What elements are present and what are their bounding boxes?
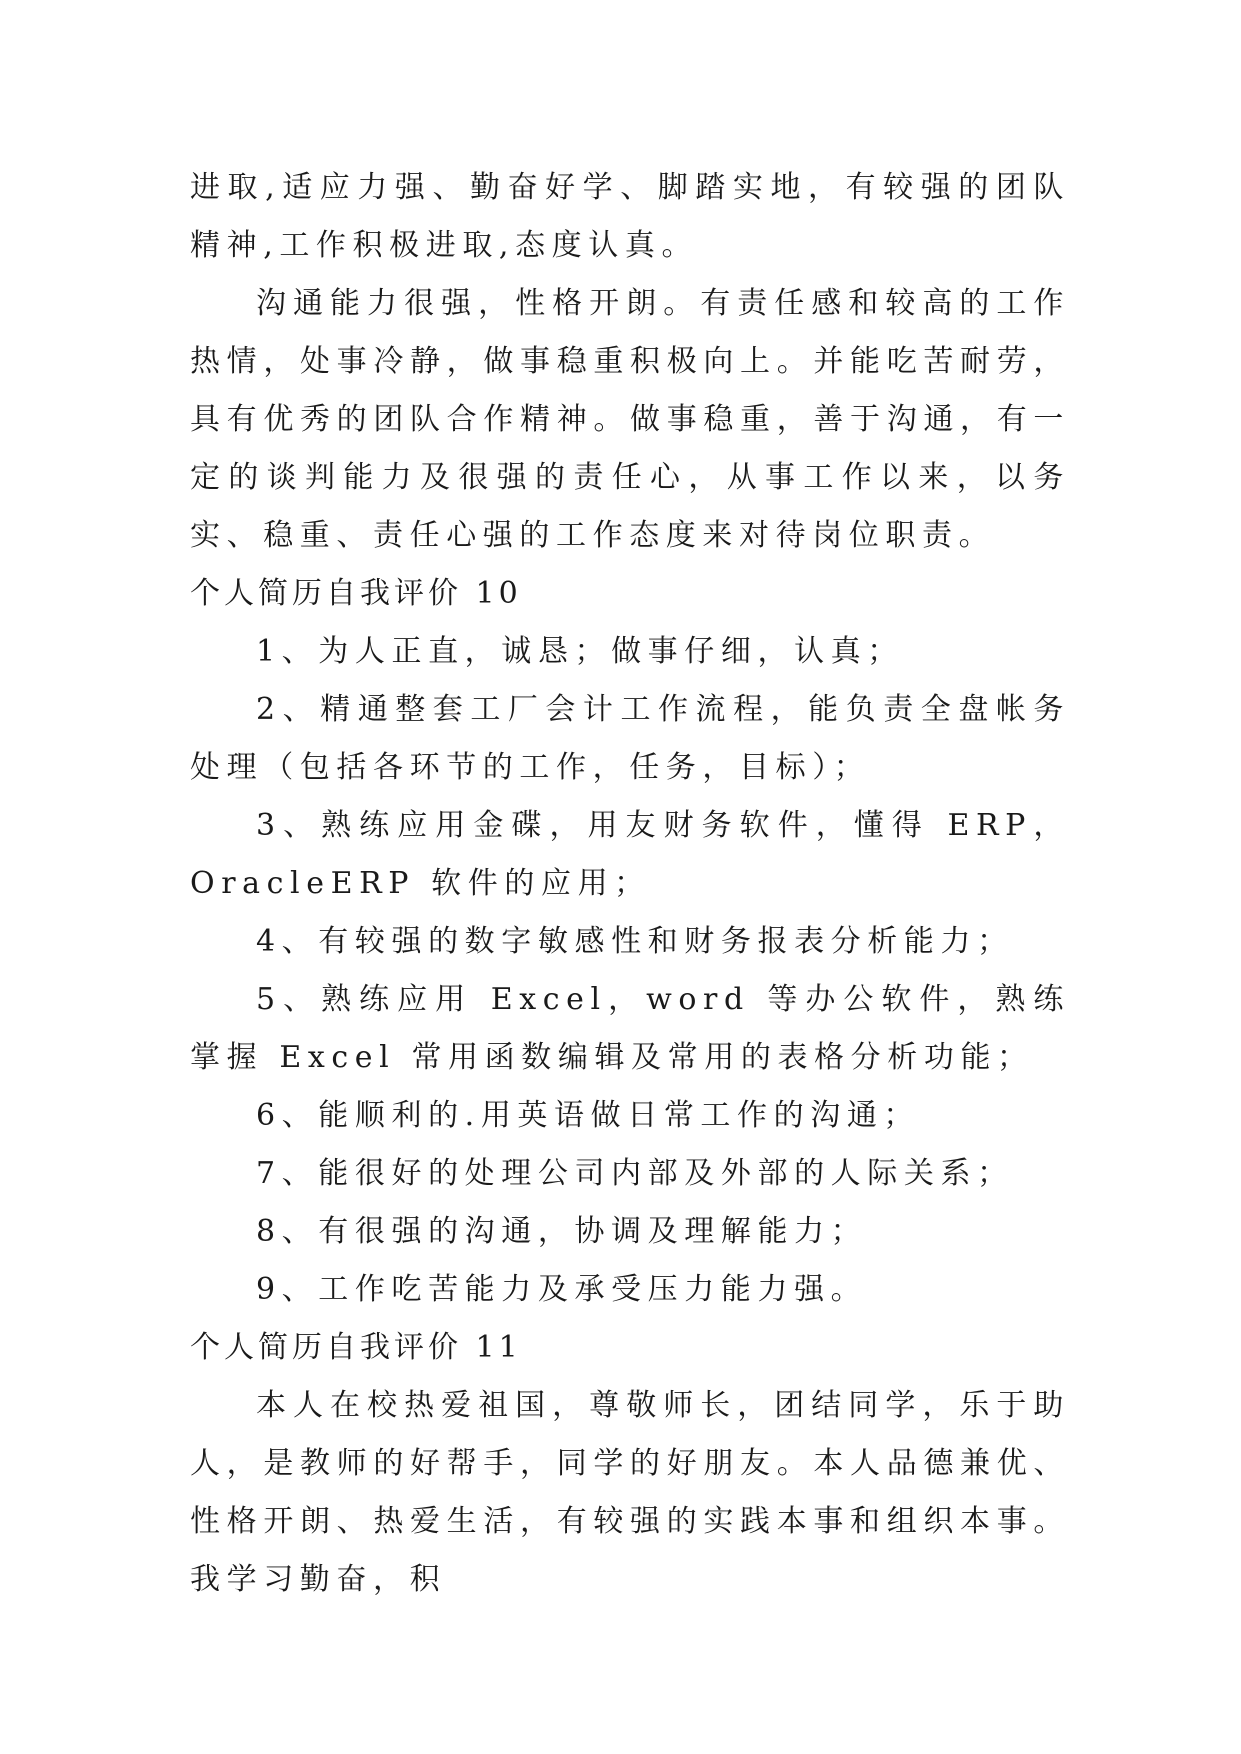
list-item-7: 7、能很好的处理公司内部及外部的人际关系；: [256, 1156, 1014, 1191]
paragraph-self-intro: 本人在校热爱祖国，尊敬师长，团结同学，乐于助人，是教师的好帮手，同学的好朋友。本人品德兼优、性格开朗、热爱生活，有较强的实践本事和组织本事。我学习勤奋，积: [190, 1388, 1070, 1597]
list-item-8: 8、有很强的沟通，协调及理解能力；: [256, 1214, 868, 1249]
list-item-2: 2、精通整套工厂会计工作流程，能负责全盘帐务处理（包括各环节的工作，任务，目标）；: [190, 692, 1070, 785]
list-item-5: 5、熟练应用 Excel，word 等办公软件，熟练掌握 Excel 常用函数编辑及常用的表格分析功能；: [190, 982, 1070, 1075]
list-item-9: 9、工作吃苦能力及承受压力能力强。: [256, 1272, 868, 1307]
section-heading-11: 个人简历自我评价 11: [190, 1330, 522, 1365]
list-item-4: 4、有较强的数字敏感性和财务报表分析能力；: [256, 924, 1014, 959]
list-item-6: 6、能顺利的.用英语做日常工作的沟通；: [256, 1098, 921, 1133]
paragraph-communication: 沟通能力很强，性格开朗。有责任感和较高的工作热情，处事冷静，做事稳重积极向上。并能吃苦耐劳，具有优秀的团队合作精神。做事稳重，善于沟通，有一定的谈判能力及很强的责任心，从事工作以来，以务实、稳重、责任心强的工作态度来对待岗位职责。: [190, 286, 1070, 553]
list-item-3: 3、熟练应用金碟，用友财务软件，懂得 ERP，OracleERP 软件的应用；: [190, 808, 1070, 901]
list-item-1: 1、为人正直，诚恳；做事仔细，认真；: [256, 634, 904, 669]
document-body: [190, 159, 1070, 1609]
section-heading-10: 个人简历自我评价 10: [190, 576, 522, 611]
paragraph-continuation: 进取,适应力强、勤奋好学、脚踏实地，有较强的团队精神,工作积极进取,态度认真。: [190, 170, 1070, 263]
